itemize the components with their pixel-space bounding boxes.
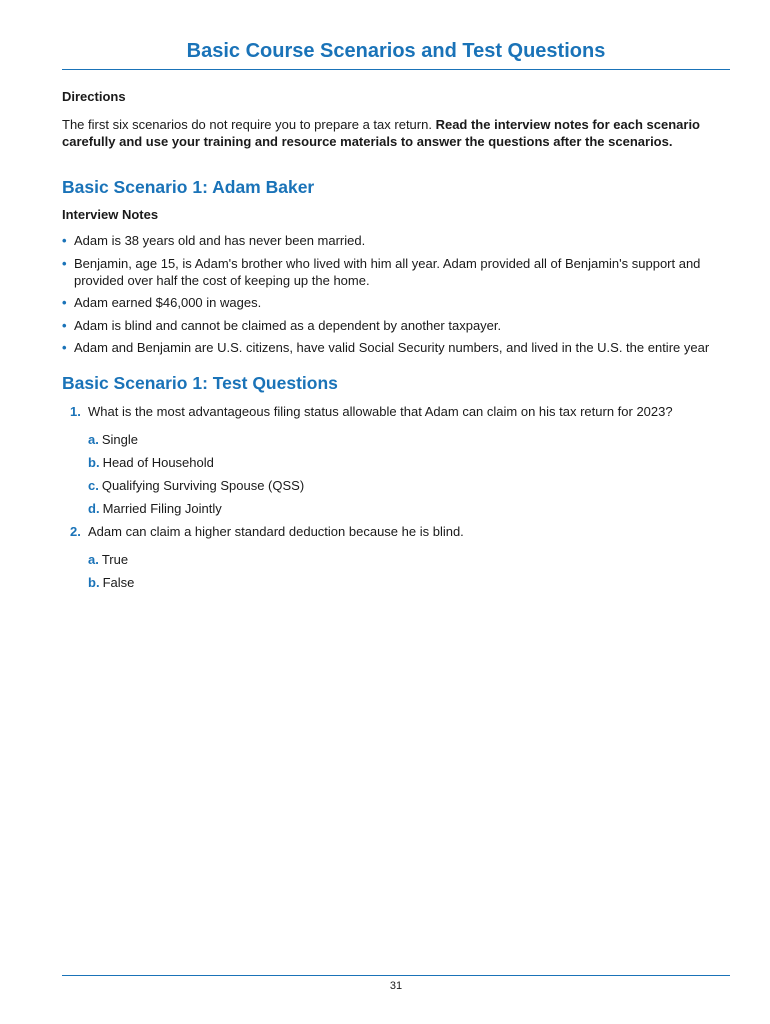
answer-option	[88, 454, 730, 471]
option-letter: b.	[88, 455, 100, 470]
option-letter: b.	[88, 575, 100, 590]
interview-note-text: Adam and Benjamin are U.S. citizens, have valid Social Security numbers, and lived in the U.S. the entire year	[74, 340, 710, 355]
page-content	[62, 88, 730, 597]
bullet-icon: •	[62, 255, 67, 271]
interview-note-text: Adam is 38 years old and has never been married.	[74, 233, 366, 248]
test-questions-heading: Basic Scenario 1: Test Questions	[62, 373, 338, 393]
option-text: False	[102, 575, 135, 590]
interview-note-text: Benjamin, age 15, is Adam's brother who lived with him all year. Adam provided all of Benjamin's support and provided over half the cost of keeping up the home.	[74, 255, 701, 288]
option-text: Head of Household	[102, 455, 214, 470]
interview-note	[62, 294, 730, 311]
directions-label: Directions	[62, 89, 126, 104]
interview-note	[62, 339, 730, 356]
footer-divider	[62, 975, 730, 976]
directions-text-plain: The first six scenarios do not require you to prepare a tax return.	[62, 117, 436, 132]
option-letter: d.	[88, 501, 100, 516]
answer-option	[88, 477, 730, 494]
scenario-heading: Basic Scenario 1: Adam Baker	[62, 177, 315, 197]
interview-note-text: Adam is blind and cannot be claimed as a dependent by another taxpayer.	[74, 317, 502, 333]
question-2-options	[88, 551, 730, 591]
question-number: 1.	[70, 404, 81, 419]
answer-option	[88, 574, 730, 591]
bullet-icon: •	[62, 340, 67, 355]
answer-option	[88, 551, 730, 568]
interview-note	[62, 232, 730, 249]
option-text: True	[101, 552, 129, 567]
question-text: Adam can claim a higher standard deduction because he is blind.	[88, 524, 464, 539]
title-divider	[62, 69, 730, 70]
question-1-options	[88, 431, 730, 517]
interview-note	[62, 317, 730, 334]
option-text: Qualifying Surviving Spouse (QSS)	[101, 478, 305, 493]
interview-notes-label: Interview Notes	[62, 207, 159, 222]
option-text: Married Filing Jointly	[102, 501, 222, 516]
question-number: 2.	[70, 524, 81, 539]
directions-text	[62, 116, 730, 150]
interview-note-text: Adam earned $46,000 in wages.	[74, 295, 262, 310]
directions-text-bold: Read the interview notes for each scenario carefully and use your training and resource materials to answer the questions after the scenarios.	[62, 117, 700, 149]
answer-option	[88, 500, 730, 517]
bullet-icon: •	[62, 295, 67, 310]
option-letter: a.	[88, 432, 99, 447]
question-1	[62, 403, 730, 420]
option-letter: a.	[88, 552, 99, 567]
bullet-icon: •	[62, 317, 67, 333]
bullet-icon: •	[62, 233, 67, 248]
question-text: What is the most advantageous filing status allowable that Adam can claim on his tax return for 2023?	[88, 404, 673, 419]
page-number: 31	[389, 980, 403, 992]
answer-option	[88, 431, 730, 448]
page-title: Basic Course Scenarios and Test Questions	[186, 40, 606, 62]
interview-note	[62, 255, 730, 289]
question-2	[62, 523, 730, 540]
interview-notes-list	[62, 232, 730, 356]
option-letter: c.	[88, 478, 99, 493]
option-text: Single	[101, 432, 138, 447]
